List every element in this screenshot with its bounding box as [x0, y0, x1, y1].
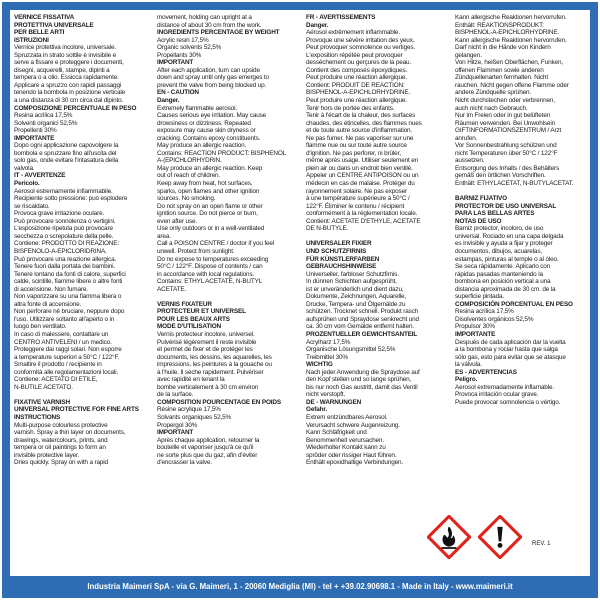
section-heading: IMPORTANTE	[14, 134, 55, 142]
section-heading: PROTETTIVA UNIVERSALE	[14, 21, 94, 29]
section-heading: UND SCHUTZFIRNIS	[306, 247, 367, 255]
text-line: gelangen.	[455, 51, 482, 59]
text-line: solo gas, onde evitare l'intasatura della	[14, 157, 119, 165]
text-line: flamme nue ou sur toute autre source	[306, 142, 407, 150]
text-line: même après usage. Utiliser seulement en	[306, 157, 419, 165]
text-line: area.	[157, 232, 171, 240]
text-line: Ne pas fumer. Ne pas vaporiser sur une	[306, 134, 414, 142]
text-line: Treibmittel 30%	[306, 353, 348, 361]
text-line: cracking. Contains epoxy constituents.	[157, 134, 261, 142]
text-line: tenendo la bombola in posizione verticale	[14, 89, 126, 97]
text-line: Dopo ogni applicazione capovolgere la	[14, 142, 119, 150]
text-line: tempera or oil paintings to form an	[14, 444, 106, 452]
exclamation-mark-icon	[478, 515, 522, 559]
section-heading: INGREDIENTS PERCENTAGE BY WEIGHT	[157, 29, 280, 37]
section-heading: PROTECTOR DE USO UNIVERSAL	[455, 202, 557, 210]
text-line: CENTRO ANTIVELENI / un medico.	[14, 338, 112, 346]
text-line: Call a POISON CENTRE / doctor if you feel	[157, 240, 275, 248]
section-heading: FIXATIVE VARNISH	[14, 398, 70, 406]
text-line: a la bombona y rociar hasta que salga	[455, 346, 558, 354]
section-heading: PER BELLE ARTI	[14, 29, 65, 37]
text-line: Kann allergische Reaktionen hervorrufen.	[455, 36, 567, 44]
text-line: Contient des composés époxydiques.	[306, 66, 408, 74]
text-line: bombona en posición vertical a una	[455, 278, 551, 286]
section-heading: DE - WARNUNGEN	[306, 398, 362, 406]
text-line: aufsprühen und Spraydose senkrecht und	[306, 315, 419, 323]
section-heading: INSTRUCTIONS	[14, 413, 61, 421]
text-line: drawings, watercolours, prints, and	[14, 436, 108, 444]
text-line: Se seca rápidamente. Aplicarlo con	[455, 263, 551, 271]
text-line: Vernis protecteur incolore, universel.	[157, 330, 255, 338]
text-line: Propulsor 30%	[455, 323, 495, 331]
flame-icon	[427, 515, 471, 559]
text-line: documentos, dibujos, acuarelas,	[455, 247, 543, 255]
text-line: Contains: REACTION PRODUCT: BISPHENOL	[157, 149, 287, 157]
text-line: Benommenheit verursachen.	[306, 436, 384, 444]
section-heading: VERNICE FISSATIVA	[14, 14, 75, 21]
text-line: schützen. Trocknet schnell. Produkt rasch	[306, 308, 419, 316]
text-line: distance of about 30 cm from the work.	[157, 21, 262, 29]
text-line: Zündquellenarten fernhalten. Nicht	[455, 74, 548, 82]
section-heading: WICHTIG	[306, 361, 333, 369]
text-line: even after use.	[157, 217, 198, 225]
text-line: Tenere fuori dalla portata dei bambini.	[14, 263, 116, 271]
text-line: May produce an allergic reaction. Keep	[157, 164, 263, 172]
text-line: Solvants organiques 52,5%	[157, 413, 232, 421]
text-line: Propergol 30%	[157, 421, 198, 429]
text-line: Entsorgung des Inhalts / des Behälters	[455, 164, 560, 172]
text-line: Provoca grave irritazione oculare.	[14, 210, 105, 218]
text-line: exposure may cause skin dryness or	[157, 127, 256, 135]
section-heading: IMPORTANT	[157, 429, 194, 437]
text-line: Darf nicht in die Hände von Kindern	[455, 44, 551, 52]
section-heading: FÜR KÜNSTLERFARBEN	[306, 255, 380, 263]
text-line: ACETATE.	[157, 285, 187, 293]
text-line: Drucke, Tempera- und Ölgemälde zu	[306, 300, 406, 308]
section-heading: IMPORTANTE	[455, 330, 496, 338]
text-line: Aerosol estremamente infiammabile.	[14, 187, 113, 195]
text-line: estampas, pinturas al temple o al óleo.	[455, 255, 559, 263]
text-line: A-(EPICHLORHYDRIN.	[157, 157, 222, 165]
text-line: Use only outdoors or in a well-ventilated	[157, 225, 265, 233]
text-line: Räumen verwenden. Bei Unwohlsein	[455, 119, 555, 127]
text-line: Tenir à l'écart de la chaleur, des surfaces	[306, 112, 416, 120]
text-line: documents, les dessins, les aquarelles, les	[157, 353, 272, 361]
text-line: Peut provoquer somnolence ou vertiges.	[306, 44, 416, 52]
text-line: offenen Flammen sowie anderen	[455, 66, 544, 74]
text-line: Disolventes orgánicos 52,5%	[455, 315, 534, 323]
section-heading: Danger.	[157, 97, 180, 105]
text-line: plein air ou dans un endroit bien ventilé.	[306, 164, 413, 172]
text-line: Aerosol extremadamente inflamable.	[455, 383, 554, 391]
text-line: chaudes, des étincelles, des flammes nues	[306, 119, 422, 127]
text-line: 122°F. Éliminer le contenu / récipient	[306, 202, 405, 210]
text-line: Enthält: ETHYLACETAT, N-BUTYLACETAT.	[455, 180, 574, 188]
text-line: Dokumente, Zeichnungen, Aquarelle,	[306, 293, 407, 301]
text-line: es invisible y ayuda a fijar y proteger	[455, 240, 553, 248]
text-line: Tenir hors de portée des enfants.	[306, 104, 395, 112]
text-line: movement, holding can upright at a	[157, 14, 252, 21]
text-line: Pulvérisé légèrement il reste invisible	[157, 338, 257, 346]
text-line: se riscaldato.	[14, 202, 50, 210]
text-line: In caso di malessere, contattare un	[14, 330, 109, 338]
text-line: Barniz protector, incoloro, de uso	[455, 225, 544, 233]
section-heading: ES - ADVERTENCIAS	[455, 368, 517, 376]
text-column-4	[455, 14, 590, 406]
text-line: médecin en cas de malaise. Protéger du	[306, 180, 415, 188]
text-line: bombola e spruzzare fino all'uscita del	[14, 149, 117, 157]
text-line: a temperature superiori a 50°C / 122°F.	[14, 353, 120, 361]
text-line: dessèchement ou gerçures de la peau.	[306, 59, 412, 67]
text-line: Non perforare né bruciare, neppure dopo	[14, 308, 125, 316]
text-line: Contient: ACETATE D'ETHYLE, ACETATE	[306, 217, 421, 225]
text-line: superficie pintada.	[455, 293, 505, 301]
text-line: Acrylic resin 17,5%	[157, 36, 209, 44]
text-line: conformément à la réglementation locale.	[306, 210, 418, 218]
section-heading: IT - AVVERTENZE	[14, 172, 66, 180]
text-line: BISFENOLO-A-EPICLORIDRINA.	[14, 247, 107, 255]
revision-label: REV. 1	[532, 541, 551, 547]
text-line: Spruzzata in strato sottile è invisibile e	[14, 51, 117, 59]
text-line: varnish. Spray a thin layer on documents,	[14, 429, 126, 437]
text-line: in accordance with local regulations.	[157, 270, 255, 278]
text-line: à une température supérieure à 50°C /	[306, 195, 410, 203]
text-line: unwell. Protect from sunlight.	[157, 247, 235, 255]
text-line: di accensione. Non fumare.	[14, 285, 88, 293]
text-line: calde, scintille, fiamme libere o altre fonti	[14, 278, 123, 286]
text-line: Nur im Freien oder in gut belüfteten	[455, 112, 551, 120]
text-line: DE N-BUTYLE.	[306, 225, 349, 233]
text-line: secchezza o screpolature della pelle.	[14, 232, 114, 240]
text-line: Después de cada aplicación dar la vuelta	[455, 338, 566, 346]
section-heading: COMPOSICIÓN PORCENTUAL EN PESO	[455, 300, 573, 308]
text-column-1	[14, 14, 153, 467]
text-line: Non vaporizzare su una fiamma libera o	[14, 293, 122, 301]
text-line	[455, 188, 590, 196]
text-line: Applicare a spruzzo con rapidi passaggi	[14, 81, 122, 89]
section-heading: EN - CAUTION	[157, 89, 199, 97]
text-line: anrufen.	[455, 134, 478, 142]
text-line: Wiederholter Kontakt kann zu	[306, 444, 386, 452]
text-line: Universeller, farbloser Schutzfirnis.	[306, 270, 399, 278]
section-heading: VERNIS FIXATEUR	[157, 300, 212, 308]
text-line: L'esposizione ripetuta può provocare	[14, 225, 113, 233]
text-line: rayonnement solaire. Ne pas exposer	[306, 187, 407, 195]
section-heading: NOTAS DE USO	[455, 217, 502, 225]
section-heading: PARA LAS BELLAS ARTES	[455, 210, 535, 218]
text-line: nicht Temperaturen über 50°C / 122°F	[455, 149, 558, 157]
text-line: bombe verticalement à 30 cm environ	[157, 383, 259, 391]
text-line: et permet de fixer et de protéger les	[157, 346, 253, 354]
text-line: Provoque une sévère irritation des yeux.	[306, 36, 415, 44]
text-line: Appeler un CENTRE ANTIPOISON ou un	[306, 172, 419, 180]
text-line: d'ignition. Ne pas perforer, ni brûler,	[306, 149, 401, 157]
text-line: Contiene: PRODOTTO DI REAZIONE:	[14, 240, 119, 248]
section-heading: BARNIZ FIJATIVO	[455, 195, 507, 203]
text-line: BISPHENOL-A-EPICHLORHYDRINE.	[455, 29, 560, 37]
section-heading: Peligro.	[455, 376, 478, 384]
text-line: aussetzen.	[455, 157, 485, 165]
text-line: bouteille et vaporiser jusqu'à ce qu'il	[157, 444, 254, 452]
text-line: Nicht durchstechen oder verbrennen,	[455, 97, 555, 105]
text-column-3	[306, 14, 449, 467]
section-heading: FR - AVERTISSEMENTS	[306, 14, 376, 21]
text-line: Peut produire une réaction allergique.	[306, 97, 407, 105]
section-heading: ISTRUZIONI	[14, 36, 49, 44]
text-line: Tenere lontano da fonti di calore, superfici	[14, 270, 126, 278]
text-line: Keep away from heat, hot surfaces,	[157, 180, 253, 188]
text-column-2	[157, 14, 300, 467]
text-line: ca. 30 cm vom Gemälde entfernt halten.	[306, 323, 414, 331]
text-line: andere Zündquelle sprühen.	[455, 89, 532, 97]
section-heading: UNIVERSAL PROTECTIVE FOR FINE ARTS	[14, 406, 139, 414]
text-line: ist er unveränderlich und dient dazu,	[306, 285, 404, 293]
manufacturer-footer: Industria Maimeri SpA - via G. Maimeri, 1 - 20060 Mediglia (MI) - tel + +39.02.90698.1 - Made in Italy - www.maimeri.it	[87, 582, 513, 591]
text-line: Resina acrílica 17,5%	[455, 308, 514, 316]
section-heading: MODE D'UTILISATION	[157, 323, 222, 331]
text-line: Peut produire une réaction allergique.	[306, 74, 407, 82]
text-line: Extrem entzündbares Aerosol.	[306, 413, 388, 421]
text-line: valvola.	[14, 164, 35, 172]
text-line: auch nicht nach Gebrauch.	[455, 104, 528, 112]
text-line: et de toute autre source d'inflammation.	[306, 127, 413, 135]
text-line: Enthält epoxidhaltige Verbindungen.	[306, 459, 404, 467]
text-line: Proteggere dai raggi solari. Non esporre	[14, 346, 122, 354]
text-line: Organic solvents 52,5%	[157, 44, 222, 52]
text-line: sparks, open flames and other ignition	[157, 187, 260, 195]
text-line: conformità alle regolamentazioni locali.	[14, 368, 119, 376]
text-line: ignition source. Do not pierce or burn,	[157, 210, 258, 218]
text-line: BISPHENOL-A-EPICHLORHYDRINE.	[306, 89, 411, 97]
text-line: Contient: PRODUIT DE REACTION:	[306, 81, 405, 89]
text-line: Contains: ETHYL ACETATE, N-BUTYL	[157, 278, 263, 286]
section-heading: PROZENTUELLER GEWICHTSANTEIL	[306, 330, 418, 338]
text-line: altra fonte di accensione.	[14, 300, 82, 308]
text-line: In dünnen Schichten aufgesprüht,	[306, 278, 397, 286]
text-line: serve a fissare e proteggere i documenti,	[14, 59, 124, 67]
text-line: à l'huile. Il sèche rapidement. Pulvériser	[157, 368, 264, 376]
text-line: Organische Lösungsmittel 52,5%	[306, 346, 396, 354]
text-line: Acrylharz 17,5%	[306, 338, 351, 346]
section-heading: Danger.	[306, 21, 329, 29]
text-line: Extremely flammable aerosol.	[157, 104, 237, 112]
text-line	[306, 233, 449, 241]
text-line: Kann Schläfrigkeit und	[306, 429, 367, 437]
text-line: L'exposition répétée peut provoquer	[306, 51, 403, 59]
section-heading: POUR LES BEAUX ARTS	[157, 315, 230, 323]
text-line: down and spray until only gas emerges to	[157, 74, 269, 82]
label-panel	[10, 10, 590, 576]
text-line: Recipiente sotto pressione: può esplodere	[14, 195, 128, 203]
text-line: Vernice protettiva incolore, universale.	[14, 44, 116, 52]
text-line: Propellants 30%	[157, 51, 202, 59]
section-heading: COMPOSITION POURCENTAGE EN POIDS	[157, 398, 281, 406]
section-heading: IMPORTANT	[157, 59, 194, 67]
text-line: 50°C / 122°F. Dispose of contents / can	[157, 263, 263, 271]
text-line: Kann allergische Reaktionen hervorrufen.	[455, 14, 567, 21]
text-line: luogo ben ventilato.	[14, 323, 67, 331]
text-line: la válvula.	[455, 361, 482, 369]
text-line: Dries quickly. Spray on with a rapid	[14, 459, 108, 467]
text-line: Aérosol extrêmement inflammable.	[306, 29, 400, 37]
text-line: invisible protective layer.	[14, 451, 80, 459]
text-line: Contiene: ACETATO DI ETILE,	[14, 376, 98, 384]
text-line: May produce an allergic reaction.	[157, 142, 247, 150]
text-line: den Kopf stellen und so lange sprühen,	[306, 376, 412, 384]
text-line: Smaltire il prodotto / recipiente in	[14, 361, 102, 369]
text-line: avec rapidité en tenant la	[157, 376, 225, 384]
text-line	[157, 293, 300, 301]
text-line: disegni, acquerelli, stampe, dipinti a	[14, 66, 110, 74]
text-line: Resina acrilica 17,5%	[14, 112, 73, 120]
text-line: distancia aproximada de 30 cm. de la	[455, 285, 556, 293]
section-heading: COMPOSIZIONE PERCENTUALE IN PESO	[14, 104, 137, 112]
text-line: d'encrasser la valve.	[157, 459, 212, 467]
text-line: Vor Sonnenbestrahlung schützen und	[455, 142, 557, 150]
text-line: Do no expose to temperatures exceeding	[157, 255, 269, 263]
text-line: sources. No smoking.	[157, 195, 216, 203]
text-line: Multi-purpose colourless protective	[14, 421, 108, 429]
section-heading: UNIVERSALER FIXIER	[306, 240, 372, 248]
text-line: Nach jeder Anwendung die Spraydose auf	[306, 368, 420, 376]
label-border	[2, 2, 598, 598]
text-line: GIFTINFORMATIONSZENTRUM / Arzt	[455, 127, 562, 135]
text-line: l'uso. Utilizzare soltanto all'aperto o in	[14, 315, 115, 323]
text-line: Può provocare sonnolenza o vertigini.	[14, 217, 116, 225]
text-line: out of reach of children.	[157, 172, 221, 180]
section-heading: GEBRAUCHSHINWEISE	[306, 263, 377, 271]
text-line: drowsiness or dizziness. Repeated	[157, 119, 251, 127]
text-line: ne sorte plus que du gaz, afin d'éviter	[157, 451, 258, 459]
text-line: Propellenti 30%	[14, 127, 57, 135]
text-line: sólo gas, esto para evitar que se atasque	[455, 353, 566, 361]
text-line: prevent the valve from being blocked up.	[157, 81, 267, 89]
text-line: Puede provocar somnolencia o vértigo.	[455, 398, 561, 406]
text-line: Solventi organici 52,5%	[14, 119, 78, 127]
text-line: nicht verstopft.	[306, 391, 346, 399]
text-line: Résine acrylique 17,5%	[157, 406, 221, 414]
section-heading: Pericolo.	[14, 180, 40, 188]
text-line: Può provocare una reazione allergica.	[14, 255, 117, 263]
text-line: spröder oder rissiger Haut führen.	[306, 451, 397, 459]
text-line: tempera o a olio. Essicca rapidamente.	[14, 74, 119, 82]
text-line: a una distanza di 30 cm circa dal dipinto.	[14, 97, 124, 105]
text-line: rauchen. Nicht gegen offene Flamme oder	[455, 81, 569, 89]
text-line: Causes serious eye irritation. May cause	[157, 112, 267, 120]
text-line: impressions, les peintures à la gouache ou	[157, 361, 272, 369]
text-line: universal. Rociado en una capa delgada	[455, 232, 564, 240]
text-line: Provoca irritación ocular grave.	[455, 391, 539, 399]
text-line: After each application, turn can upside	[157, 66, 260, 74]
text-line: N-BUTILE ACETATO.	[14, 383, 73, 391]
text-line: gemäß den örtlichen Vorschriften.	[455, 172, 546, 180]
section-heading: PROTECTEUR ET UNIVERSEL	[157, 308, 246, 316]
text-line: Après chaque application, retourner la	[157, 436, 260, 444]
text-line: Do not spray on an open flame or other	[157, 202, 263, 210]
text-line: Enthält: REAKTIONSPRODUKT:	[455, 21, 544, 29]
text-line: Von Hitze, heißen Oberflächen, Funken,	[455, 59, 563, 67]
text-line: bis nur noch Gas austritt, damit das Ventil	[306, 383, 418, 391]
text-line: rápidas pasadas manteniendo la	[455, 270, 543, 278]
text-line	[14, 391, 153, 399]
section-heading: Gefahr.	[306, 406, 327, 414]
text-line: de la surface.	[157, 391, 194, 399]
text-line: Verursacht schwere Augenreizung.	[306, 421, 400, 429]
